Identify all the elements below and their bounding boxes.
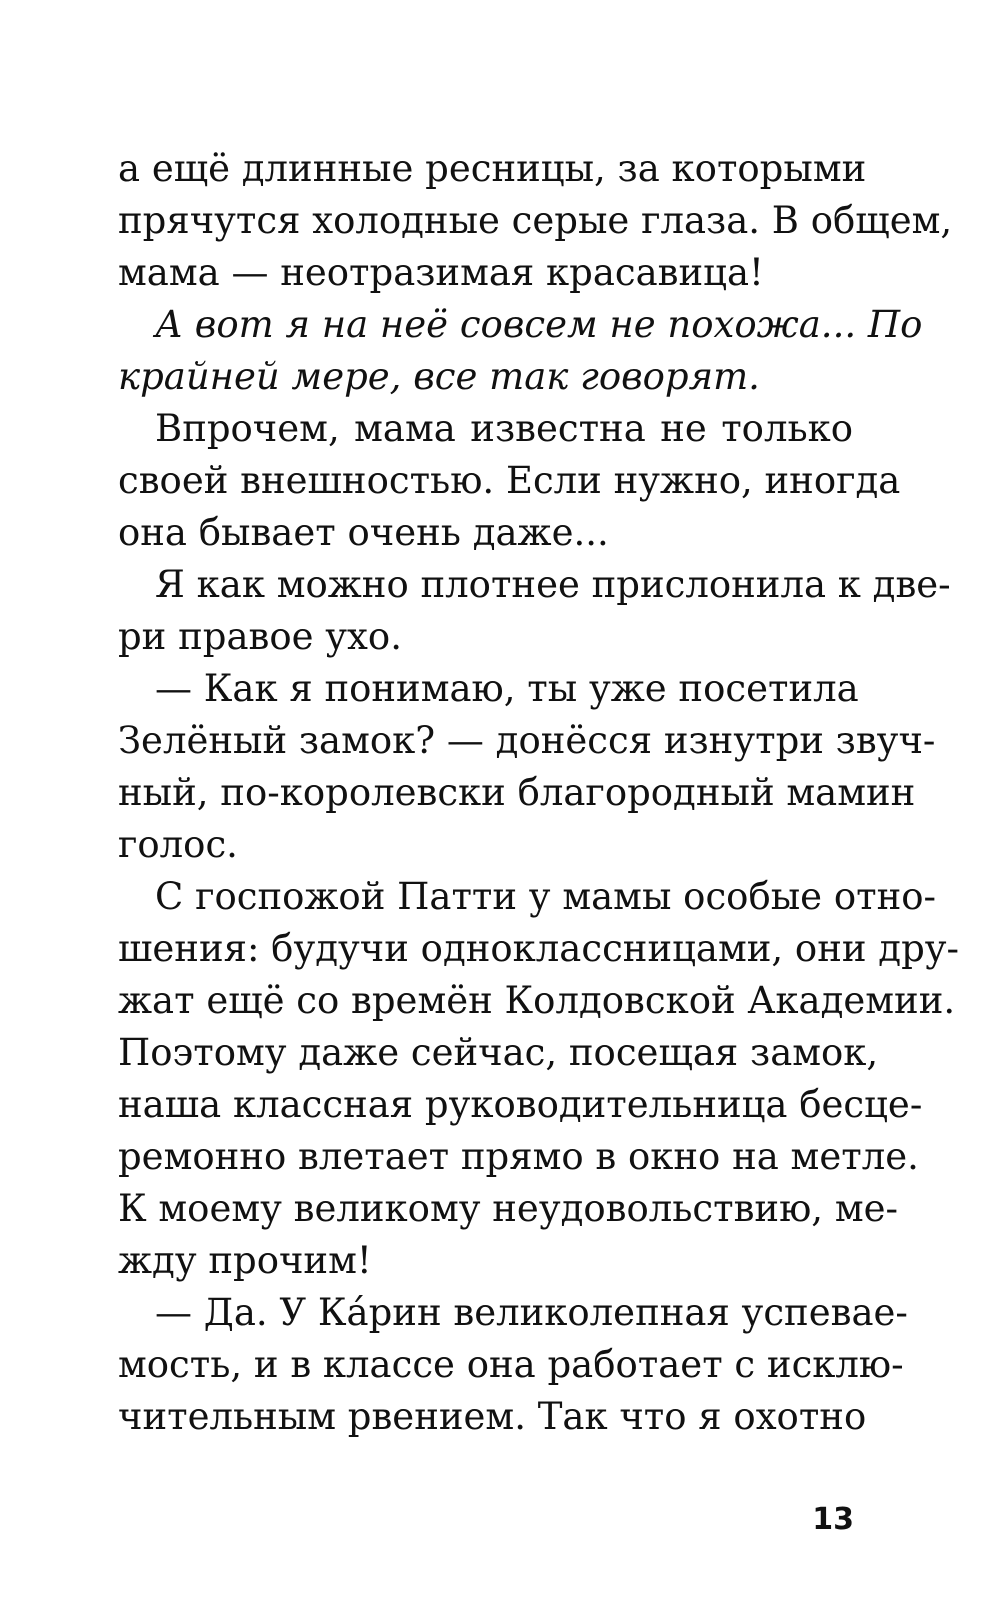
text-line: а ещё длинные ресницы, за которыми xyxy=(118,147,867,190)
text-line: своей внешностью. Если нужно, иногда xyxy=(118,459,901,502)
text-line: Поэтому даже сейчас, посещая замок, xyxy=(118,1031,879,1074)
text-line: крайней мере, все так говорят. xyxy=(118,355,760,398)
text-line: шения: будучи одноклассницами, они дру- xyxy=(118,927,960,970)
text-line: голос. xyxy=(118,823,238,866)
text-line: ри правое ухо. xyxy=(118,615,402,658)
text-line: мама — неотразимая красавица! xyxy=(118,251,764,294)
text-line: Зелёный замок? — донёсся изнутри звуч- xyxy=(118,719,936,762)
text-line: жат ещё со времён Колдовской Академии. xyxy=(118,979,956,1022)
text-line: чительным рвением. Так что я охотно xyxy=(118,1395,867,1438)
text-line: она бывает очень даже... xyxy=(118,511,609,554)
text-line: жду прочим! xyxy=(118,1239,372,1282)
text-line: — Да. У Ка́рин великолепная успевае- xyxy=(155,1291,908,1334)
text-line: ремонно влетает прямо в окно на метле. xyxy=(118,1135,919,1178)
text-line: А вот я на неё совсем не похожа... По xyxy=(155,303,923,346)
text-line: — Как я понимаю, ты уже посетила xyxy=(155,667,859,710)
text-line: С госпожой Патти у мамы особые отно- xyxy=(155,875,937,918)
page-number: 13 xyxy=(812,1502,854,1537)
text-line: наша классная руководительница бесце- xyxy=(118,1083,923,1126)
text-line: мость, и в классе она работает с исклю- xyxy=(118,1343,904,1386)
text-line: Впрочем, мама известна не только xyxy=(155,407,853,450)
body-text xyxy=(118,143,960,1443)
text-line: К моему великому неудовольствию, ме- xyxy=(118,1187,898,1230)
text-line: прячутся холодные серые глаза. В общем, xyxy=(118,199,953,242)
text-line: ный, по-королевски благородный мамин xyxy=(118,771,916,814)
text-line: Я как можно плотнее прислонила к две- xyxy=(155,563,951,606)
